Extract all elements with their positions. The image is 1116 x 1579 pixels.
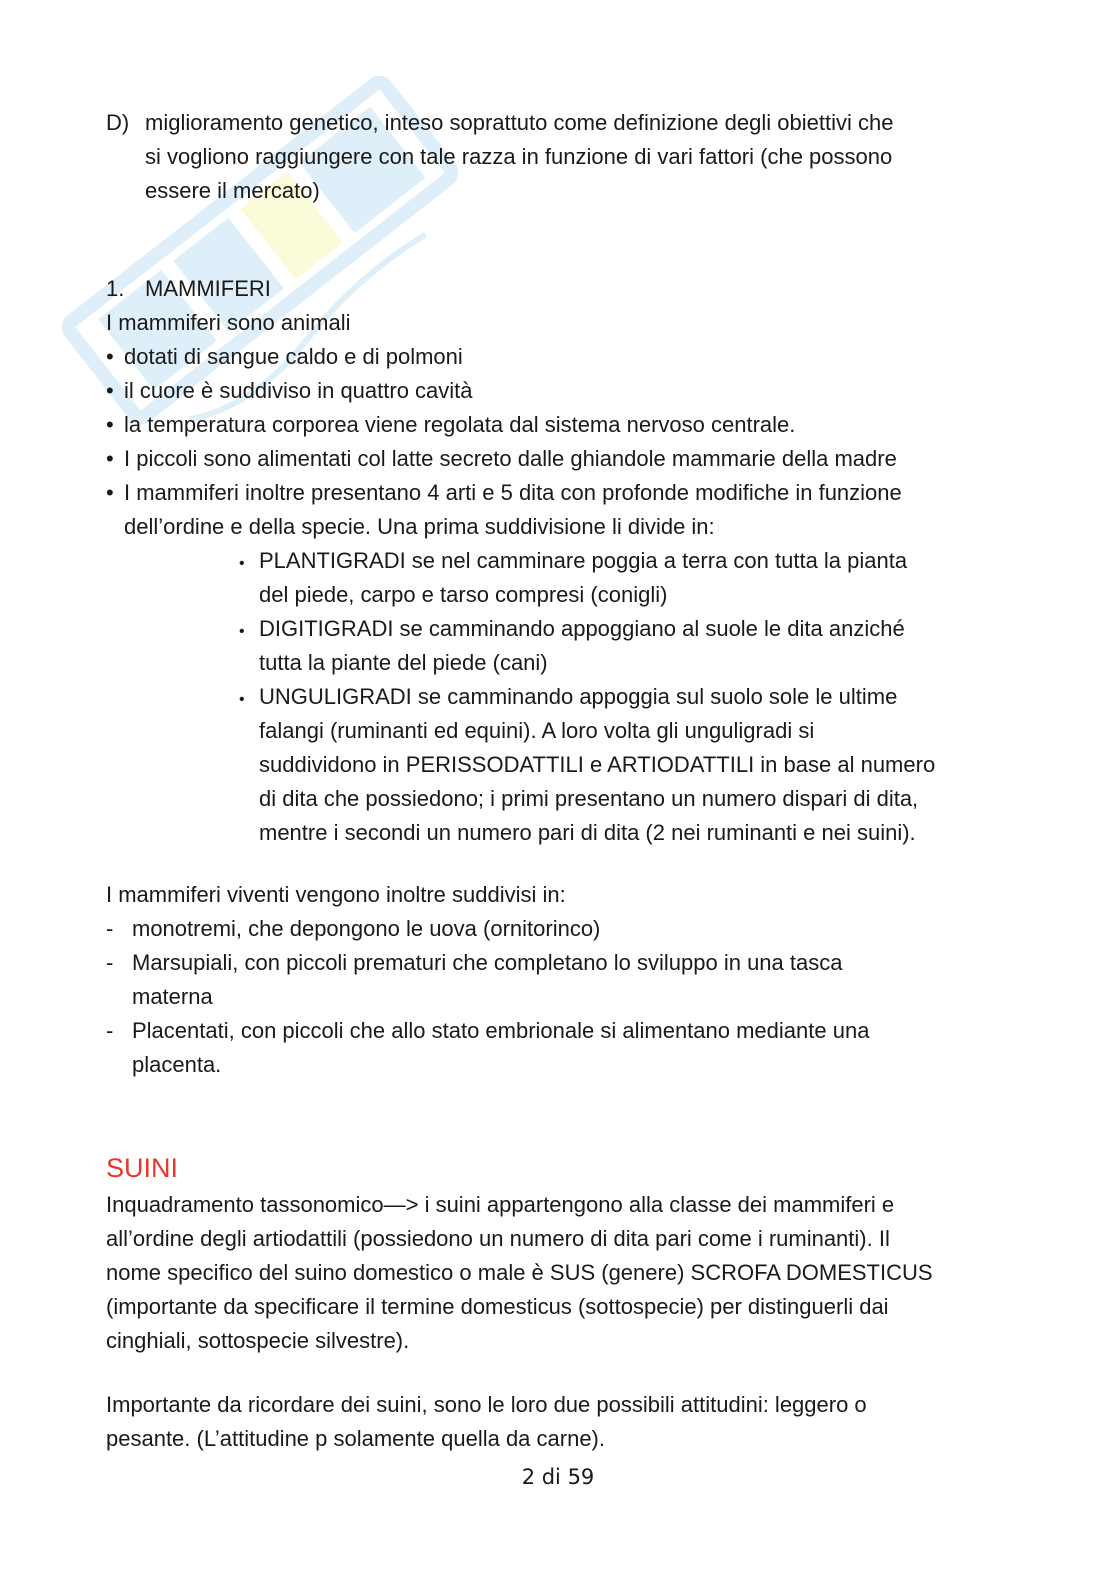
dash-list-item: monotremi, che depongono le uova (ornitorinco) xyxy=(132,916,601,941)
paragraph-line: all’ordine degli artiodattili (possiedono un numero di dita pari come i ruminanti). Il xyxy=(106,1226,890,1251)
bullet-glyph: • xyxy=(106,378,114,403)
dash-glyph: - xyxy=(106,1018,114,1043)
bullet-glyph: • xyxy=(106,412,114,437)
intro-line: miglioramento genetico, inteso soprattuto come definizione degli obiettivi che xyxy=(145,110,894,135)
intro-line: essere il mercato) xyxy=(145,178,320,203)
section-heading: MAMMIFERI xyxy=(145,276,271,301)
list-item: • dotati di sangue caldo e di polmoni xyxy=(106,340,463,374)
sub-list-line: falangi (ruminanti ed equini). A loro volta gli unguligradi si xyxy=(259,718,815,743)
paragraph-line: pesante. (L’attitudine p solamente quella da carne). xyxy=(106,1426,605,1451)
sub-list-item: • UNGULIGRADI se camminando appoggia sul suolo sole le ultime xyxy=(239,680,897,717)
list-item: • il cuore è suddiviso in quattro cavità xyxy=(106,374,473,408)
sub-list-item: • DIGITIGRADI se camminando appoggiano al suole le dita anziché xyxy=(239,612,905,649)
dash-list-line: materna xyxy=(132,984,213,1009)
lead-text: I mammiferi sono animali xyxy=(106,310,351,335)
bullet-glyph: • xyxy=(106,446,114,471)
list-item: • I piccoli sono alimentati col latte secreto dalle ghiandole mammarie della madre xyxy=(106,442,897,476)
dash-glyph: - xyxy=(106,916,114,941)
paragraph-line: Importante da ricordare dei suini, sono le loro due possibili attitudini: leggero o xyxy=(106,1392,867,1417)
section-title: SUINI xyxy=(106,1153,179,1183)
dash-glyph: - xyxy=(106,950,114,975)
paragraph-line: (importante da specificare il termine domesticus (sottospecie) per distinguerli dai xyxy=(106,1294,889,1319)
sub-list-line: di dita che possiedono; i primi presentano un numero dispari di dita, xyxy=(259,786,919,811)
sub-list-line: mentre i secondi un numero pari di dita (2 nei ruminanti e nei suini). xyxy=(259,820,916,845)
sub-list-line: suddividono in PERISSODATTILI e ARTIODATTILI in base al numero xyxy=(259,752,936,777)
sub-bullet-glyph: • xyxy=(239,691,245,708)
paragraph-line: nome specifico del suino domestico o male è SUS (genere) SCROFA DOMESTICUS xyxy=(106,1260,933,1285)
bullet-glyph: • xyxy=(106,480,114,505)
intro-marker: D) xyxy=(106,110,130,135)
dash-list-line: placenta. xyxy=(132,1052,222,1077)
sub-bullet-glyph: • xyxy=(239,623,245,640)
paragraph-line: Inquadramento tassonomico—> i suini appartengono alla classe dei mammiferi e xyxy=(106,1192,895,1217)
section-number: 1. xyxy=(106,276,125,301)
dash-list-item: Placentati, con piccoli che allo stato embrionale si alimentano mediante una xyxy=(132,1018,870,1043)
bullet-glyph: • xyxy=(106,344,114,369)
paragraph-line: cinghiali, sottospecie silvestre). xyxy=(106,1328,410,1353)
intro-line: si vogliono raggiungere con tale razza in funzione di vari fattori (che possono xyxy=(145,144,893,169)
dash-list-item: Marsupiali, con piccoli prematuri che completano lo sviluppo in una tasca xyxy=(132,950,843,975)
list-item: • la temperatura corporea viene regolata dal sistema nervoso centrale. xyxy=(106,408,795,442)
list-item-continuation: dell’ordine e della specie. Una prima suddivisione li divide in: xyxy=(124,514,715,539)
sub-list-item: • PLANTIGRADI se nel camminare poggia a terra con tutta la pianta xyxy=(239,544,907,581)
sub-list-line: tutta la piante del piede (cani) xyxy=(259,650,548,675)
sub-list-line: del piede, carpo e tarso compresi (conigli) xyxy=(259,582,668,607)
page-number: 2 di 59 xyxy=(521,1465,595,1489)
sub-bullet-glyph: • xyxy=(239,555,245,572)
lead-text: I mammiferi viventi vengono inoltre suddivisi in: xyxy=(106,882,566,907)
list-item: • I mammiferi inoltre presentano 4 arti e 5 dita con profonde modifiche in funzione xyxy=(106,476,902,510)
